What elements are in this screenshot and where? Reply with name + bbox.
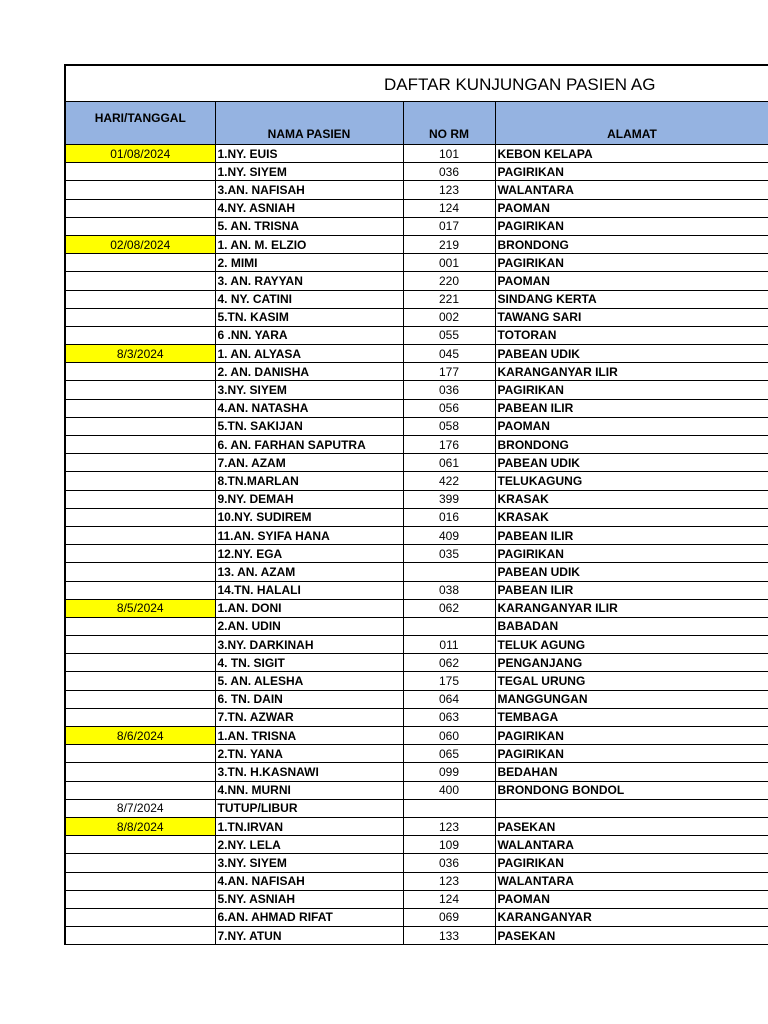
date-cell[interactable]: 8/7/2024 — [65, 799, 215, 817]
address-cell[interactable]: PABEAN ILIR — [495, 581, 768, 599]
patient-name-cell[interactable]: 3.AN. NAFISAH — [215, 181, 403, 199]
table-row — [65, 163, 768, 181]
patient-name-cell[interactable]: 1.NY. SIYEM — [215, 163, 403, 181]
address-cell[interactable]: KARANGANYAR ILIR — [495, 599, 768, 617]
date-cell[interactable] — [65, 708, 215, 726]
patient-name-cell[interactable]: 4.NN. MURNI — [215, 781, 403, 799]
record-number-cell[interactable]: 099 — [403, 763, 495, 781]
record-number-cell[interactable]: 123 — [403, 872, 495, 890]
patient-name-cell[interactable]: 5. AN. TRISNA — [215, 217, 403, 235]
address-cell[interactable] — [495, 799, 768, 817]
address-cell[interactable]: TELUK AGUNG — [495, 636, 768, 654]
patient-name-cell[interactable]: 1.NY. EUIS — [215, 145, 403, 163]
date-cell[interactable] — [65, 781, 215, 799]
table-row — [65, 836, 768, 854]
patient-name-cell[interactable]: 3. AN. RAYYAN — [215, 272, 403, 290]
date-cell[interactable] — [65, 526, 215, 544]
address-cell[interactable]: PAGIRIKAN — [495, 727, 768, 745]
address-cell[interactable]: PAOMAN — [495, 890, 768, 908]
header-address[interactable]: ALAMAT — [495, 102, 768, 145]
address-cell[interactable]: PAGIRIKAN — [495, 163, 768, 181]
record-number-cell[interactable]: 062 — [403, 654, 495, 672]
date-cell[interactable]: 8/6/2024 — [65, 727, 215, 745]
table-row — [65, 399, 768, 417]
record-number-cell[interactable]: 036 — [403, 163, 495, 181]
patient-name-cell[interactable]: 5.TN. KASIM — [215, 308, 403, 326]
patient-name-cell[interactable]: 1.AN. TRISNA — [215, 727, 403, 745]
address-cell[interactable]: PASEKAN — [495, 927, 768, 945]
patient-name-cell[interactable]: 2.AN. UDIN — [215, 617, 403, 635]
patient-name-cell[interactable]: 2. AN. DANISHA — [215, 363, 403, 381]
date-cell[interactable] — [65, 490, 215, 508]
patient-name-cell[interactable]: 6. AN. FARHAN SAPUTRA — [215, 436, 403, 454]
patient-name-cell[interactable]: 4.AN. NAFISAH — [215, 872, 403, 890]
record-number-cell[interactable]: 056 — [403, 399, 495, 417]
table-row — [65, 563, 768, 581]
record-number-cell[interactable]: 219 — [403, 235, 495, 253]
table-row — [65, 763, 768, 781]
record-number-cell[interactable]: 038 — [403, 581, 495, 599]
date-cell[interactable] — [65, 217, 215, 235]
address-cell[interactable]: KARANGANYAR ILIR — [495, 363, 768, 381]
address-cell[interactable]: KEBON KELAPA — [495, 145, 768, 163]
patient-name-cell[interactable]: 2. MIMI — [215, 254, 403, 272]
record-number-cell[interactable] — [403, 799, 495, 817]
table-row — [65, 890, 768, 908]
record-number-cell[interactable]: 036 — [403, 381, 495, 399]
record-number-cell[interactable]: 035 — [403, 545, 495, 563]
patient-name-cell[interactable]: 4.NY. ASNIAH — [215, 199, 403, 217]
patient-name-cell[interactable]: 14.TN. HALALI — [215, 581, 403, 599]
patient-name-cell[interactable]: 4. NY. CATINI — [215, 290, 403, 308]
address-cell[interactable]: WALANTARA — [495, 872, 768, 890]
record-number-cell[interactable]: 101 — [403, 145, 495, 163]
table-row — [65, 636, 768, 654]
table-row — [65, 799, 768, 817]
record-number-cell[interactable]: 409 — [403, 526, 495, 544]
sheet-title: DAFTAR KUNJUNGAN PASIEN AG — [384, 75, 656, 94]
record-number-cell[interactable] — [403, 563, 495, 581]
table-row — [65, 854, 768, 872]
header-name[interactable]: NAMA PASIEN — [215, 102, 403, 145]
date-cell[interactable]: 8/5/2024 — [65, 599, 215, 617]
patient-name-cell[interactable]: 1.AN. DONI — [215, 599, 403, 617]
date-cell[interactable]: 8/8/2024 — [65, 817, 215, 835]
record-number-cell[interactable] — [403, 617, 495, 635]
date-cell[interactable] — [65, 763, 215, 781]
address-cell[interactable]: MANGGUNGAN — [495, 690, 768, 708]
table-row — [65, 908, 768, 926]
patient-name-cell[interactable]: 6 .NN. YARA — [215, 326, 403, 344]
patient-name-cell[interactable]: 1.TN.IRVAN — [215, 817, 403, 835]
date-cell[interactable] — [65, 381, 215, 399]
record-number-cell[interactable]: 002 — [403, 308, 495, 326]
record-number-cell[interactable]: 123 — [403, 817, 495, 835]
table-row — [65, 490, 768, 508]
record-number-cell[interactable]: 065 — [403, 745, 495, 763]
record-number-cell[interactable]: 062 — [403, 599, 495, 617]
date-cell[interactable] — [65, 927, 215, 945]
patient-name-cell[interactable]: 2.NY. LELA — [215, 836, 403, 854]
patient-name-cell[interactable]: 13. AN. AZAM — [215, 563, 403, 581]
date-cell[interactable] — [65, 908, 215, 926]
record-number-cell[interactable]: 058 — [403, 417, 495, 435]
table-row — [65, 745, 768, 763]
record-number-cell[interactable]: 177 — [403, 363, 495, 381]
date-cell[interactable] — [65, 199, 215, 217]
address-cell[interactable]: PASEKAN — [495, 817, 768, 835]
patient-name-cell[interactable]: 3.TN. H.KASNAWI — [215, 763, 403, 781]
patient-name-cell[interactable]: 3.NY. DARKINAH — [215, 636, 403, 654]
date-cell[interactable] — [65, 545, 215, 563]
address-cell[interactable]: BEDAHAN — [495, 763, 768, 781]
record-number-cell[interactable]: 399 — [403, 490, 495, 508]
table-row — [65, 454, 768, 472]
date-cell[interactable] — [65, 563, 215, 581]
table-row — [65, 199, 768, 217]
date-cell[interactable] — [65, 508, 215, 526]
table-row — [65, 599, 768, 617]
address-cell[interactable]: SINDANG KERTA — [495, 290, 768, 308]
table-row — [65, 617, 768, 635]
record-number-cell[interactable]: 124 — [403, 890, 495, 908]
date-cell[interactable] — [65, 672, 215, 690]
address-cell[interactable]: TEMBAGA — [495, 708, 768, 726]
record-number-cell[interactable]: 069 — [403, 908, 495, 926]
date-cell[interactable] — [65, 581, 215, 599]
table-row — [65, 708, 768, 726]
address-cell[interactable]: PABEAN UDIK — [495, 563, 768, 581]
date-cell[interactable] — [65, 617, 215, 635]
patient-name-cell[interactable]: 1. AN. ALYASA — [215, 345, 403, 363]
patient-name-cell[interactable]: 1. AN. M. ELZIO — [215, 235, 403, 253]
date-cell[interactable]: 02/08/2024 — [65, 235, 215, 253]
table-row — [65, 272, 768, 290]
date-cell[interactable] — [65, 654, 215, 672]
record-number-cell[interactable]: 124 — [403, 199, 495, 217]
table-row — [65, 363, 768, 381]
date-cell[interactable] — [65, 181, 215, 199]
address-cell[interactable]: PENGANJANG — [495, 654, 768, 672]
table-row — [65, 345, 768, 363]
record-number-cell[interactable]: 064 — [403, 690, 495, 708]
record-number-cell[interactable]: 220 — [403, 272, 495, 290]
spreadsheet-sheet — [64, 64, 768, 945]
patient-name-cell[interactable]: 12.NY. EGA — [215, 545, 403, 563]
date-cell[interactable] — [65, 163, 215, 181]
patient-name-cell[interactable]: 7.AN. AZAM — [215, 454, 403, 472]
table-row — [65, 181, 768, 199]
record-number-cell[interactable]: 123 — [403, 181, 495, 199]
date-cell[interactable] — [65, 326, 215, 344]
patient-name-cell[interactable]: TUTUP/LIBUR — [215, 799, 403, 817]
record-number-cell[interactable]: 036 — [403, 854, 495, 872]
table-row — [65, 326, 768, 344]
address-cell[interactable]: PAOMAN — [495, 417, 768, 435]
record-number-cell[interactable]: 400 — [403, 781, 495, 799]
patient-name-cell[interactable]: 5.NY. ASNIAH — [215, 890, 403, 908]
patient-name-cell[interactable]: 7.TN. AZWAR — [215, 708, 403, 726]
table-row — [65, 235, 768, 253]
date-cell[interactable] — [65, 690, 215, 708]
table-row — [65, 545, 768, 563]
address-cell[interactable]: PAGIRIKAN — [495, 254, 768, 272]
date-cell[interactable] — [65, 399, 215, 417]
address-cell[interactable]: PABEAN UDIK — [495, 345, 768, 363]
table-row — [65, 254, 768, 272]
address-cell[interactable]: KARANGANYAR — [495, 908, 768, 926]
patient-name-cell[interactable]: 6.AN. AHMAD RIFAT — [215, 908, 403, 926]
address-cell[interactable]: BRONDONG — [495, 436, 768, 454]
patient-name-cell[interactable]: 2.TN. YANA — [215, 745, 403, 763]
date-cell[interactable] — [65, 254, 215, 272]
table-row — [65, 308, 768, 326]
record-number-cell[interactable]: 017 — [403, 217, 495, 235]
patient-name-cell[interactable]: 3.NY. SIYEM — [215, 381, 403, 399]
address-cell[interactable]: PAOMAN — [495, 272, 768, 290]
date-cell[interactable] — [65, 745, 215, 763]
table-row — [65, 417, 768, 435]
date-cell[interactable]: 8/3/2024 — [65, 345, 215, 363]
address-cell[interactable]: TOTORAN — [495, 326, 768, 344]
table-row — [65, 654, 768, 672]
record-number-cell[interactable]: 176 — [403, 436, 495, 454]
address-cell[interactable]: PAGIRIKAN — [495, 745, 768, 763]
address-cell[interactable]: PABEAN UDIK — [495, 454, 768, 472]
date-cell[interactable] — [65, 272, 215, 290]
address-cell[interactable]: TAWANG SARI — [495, 308, 768, 326]
record-number-cell[interactable]: 133 — [403, 927, 495, 945]
table-row — [65, 727, 768, 745]
address-cell[interactable]: TEGAL URUNG — [495, 672, 768, 690]
header-rm[interactable]: NO RM — [403, 102, 495, 145]
address-cell[interactable]: PABEAN ILIR — [495, 526, 768, 544]
address-cell[interactable]: TELUKAGUNG — [495, 472, 768, 490]
address-cell[interactable]: BABADAN — [495, 617, 768, 635]
header-row — [65, 102, 768, 145]
patient-name-cell[interactable]: 10.NY. SUDIREM — [215, 508, 403, 526]
date-cell[interactable] — [65, 836, 215, 854]
date-cell[interactable] — [65, 363, 215, 381]
record-number-cell[interactable]: 055 — [403, 326, 495, 344]
visit-table — [64, 101, 768, 945]
patient-name-cell[interactable]: 8.TN.MARLAN — [215, 472, 403, 490]
record-number-cell[interactable]: 060 — [403, 727, 495, 745]
address-cell[interactable]: PAGIRIKAN — [495, 545, 768, 563]
date-cell[interactable] — [65, 436, 215, 454]
header-date[interactable]: HARI/TANGGAL — [65, 102, 215, 145]
date-cell[interactable] — [65, 417, 215, 435]
address-cell[interactable]: BRONDONG — [495, 235, 768, 253]
date-cell[interactable] — [65, 890, 215, 908]
address-cell[interactable]: PAOMAN — [495, 199, 768, 217]
table-row — [65, 436, 768, 454]
address-cell[interactable]: PAGIRIKAN — [495, 381, 768, 399]
patient-name-cell[interactable]: 5. AN. ALESHA — [215, 672, 403, 690]
date-cell[interactable] — [65, 308, 215, 326]
patient-name-cell[interactable]: 6. TN. DAIN — [215, 690, 403, 708]
date-cell[interactable] — [65, 636, 215, 654]
address-cell[interactable]: PAGIRIKAN — [495, 854, 768, 872]
table-row — [65, 472, 768, 490]
address-cell[interactable]: KRASAK — [495, 490, 768, 508]
table-row — [65, 872, 768, 890]
table-row — [65, 690, 768, 708]
table-row — [65, 817, 768, 835]
patient-name-cell[interactable]: 4. TN. SIGIT — [215, 654, 403, 672]
date-cell[interactable] — [65, 854, 215, 872]
date-cell[interactable] — [65, 290, 215, 308]
record-number-cell[interactable]: 061 — [403, 454, 495, 472]
table-row — [65, 526, 768, 544]
address-cell[interactable]: WALANTARA — [495, 836, 768, 854]
address-cell[interactable]: PAGIRIKAN — [495, 217, 768, 235]
table-row — [65, 781, 768, 799]
title-row — [64, 64, 768, 101]
date-cell[interactable]: 01/08/2024 — [65, 145, 215, 163]
record-number-cell[interactable]: 001 — [403, 254, 495, 272]
patient-name-cell[interactable]: 5.TN. SAKIJAN — [215, 417, 403, 435]
date-cell[interactable] — [65, 872, 215, 890]
patient-name-cell[interactable]: 9.NY. DEMAH — [215, 490, 403, 508]
patient-name-cell[interactable]: 3.NY. SIYEM — [215, 854, 403, 872]
table-row — [65, 217, 768, 235]
record-number-cell[interactable]: 011 — [403, 636, 495, 654]
date-cell[interactable] — [65, 454, 215, 472]
table-row — [65, 381, 768, 399]
address-cell[interactable]: PABEAN ILIR — [495, 399, 768, 417]
record-number-cell[interactable]: 422 — [403, 472, 495, 490]
record-number-cell[interactable]: 016 — [403, 508, 495, 526]
record-number-cell[interactable]: 063 — [403, 708, 495, 726]
record-number-cell[interactable]: 175 — [403, 672, 495, 690]
address-cell[interactable]: KRASAK — [495, 508, 768, 526]
table-row — [65, 290, 768, 308]
address-cell[interactable]: WALANTARA — [495, 181, 768, 199]
table-row — [65, 508, 768, 526]
table-row — [65, 927, 768, 945]
date-cell[interactable] — [65, 472, 215, 490]
address-cell[interactable]: BRONDONG BONDOL — [495, 781, 768, 799]
patient-name-cell[interactable]: 4.AN. NATASHA — [215, 399, 403, 417]
record-number-cell[interactable]: 221 — [403, 290, 495, 308]
record-number-cell[interactable]: 045 — [403, 345, 495, 363]
patient-name-cell[interactable]: 11.AN. SYIFA HANA — [215, 526, 403, 544]
table-row — [65, 581, 768, 599]
record-number-cell[interactable]: 109 — [403, 836, 495, 854]
patient-name-cell[interactable]: 7.NY. ATUN — [215, 927, 403, 945]
table-row — [65, 672, 768, 690]
table-row — [65, 145, 768, 163]
